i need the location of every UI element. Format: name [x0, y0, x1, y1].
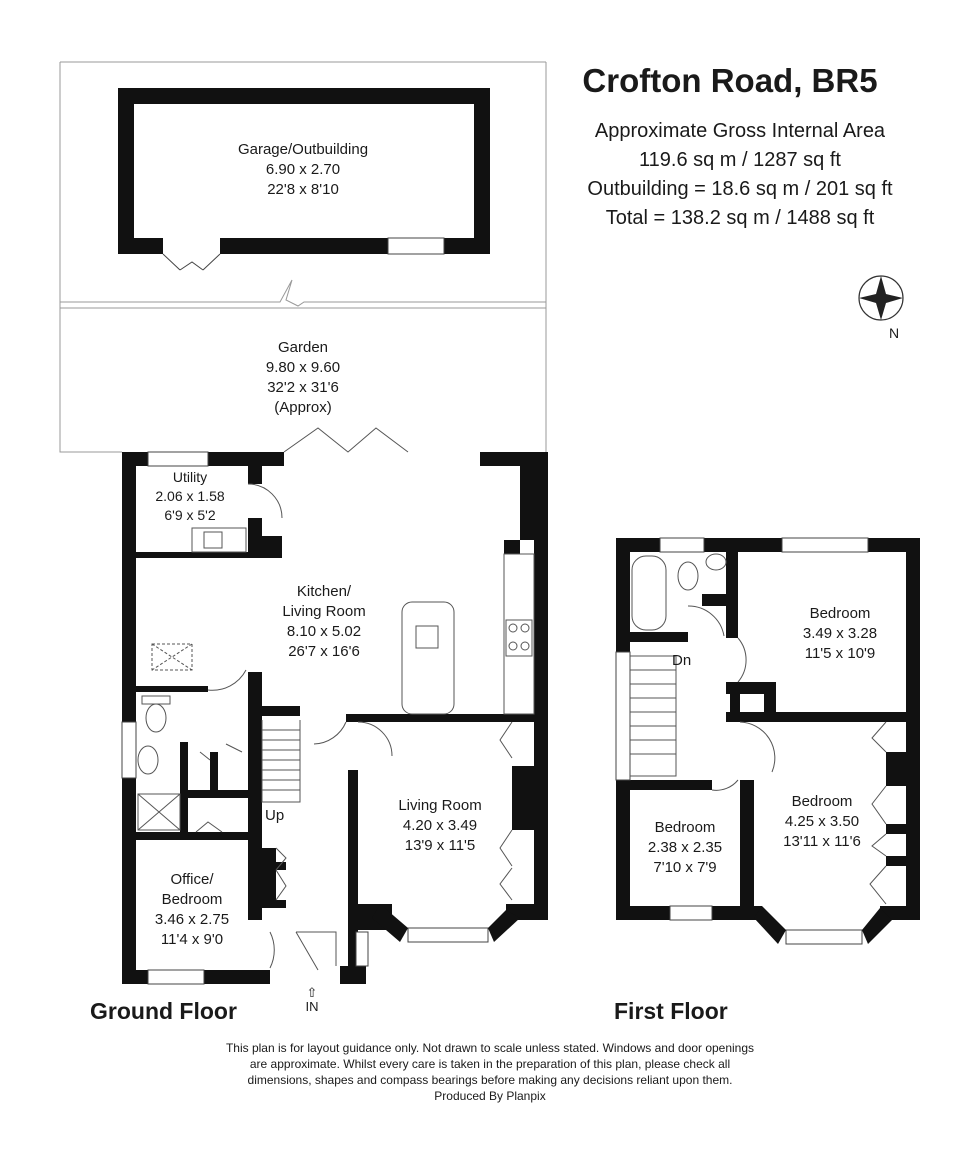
room-imperial: 32'2 x 31'6 [267, 379, 339, 396]
stairs-up-label: Up [265, 807, 285, 824]
disclaimer-line: dimensions, shapes and compass bearings before making any decisions reliant upon them. [247, 1073, 733, 1087]
room-living [380, 796, 500, 856]
room-office [137, 870, 247, 950]
garage-doors [163, 254, 220, 270]
disclaimer-line: are approximate. Whilst every care is taken in the preparation of this plan, please check all [249, 1057, 731, 1071]
room-name: Bedroom [809, 605, 871, 622]
room-metric: 6.90 x 2.70 [265, 161, 341, 178]
room-name: Office/ [170, 871, 214, 888]
room-note: (Approx) [274, 399, 332, 416]
room-garden [213, 338, 393, 418]
area-line: Outbuilding = 18.6 sq m / 201 sq ft [587, 178, 893, 200]
entrance-label: IN [305, 999, 319, 1014]
ground-floor-label: Ground Floor [90, 998, 237, 1024]
room-metric: 3.49 x 3.28 [802, 625, 878, 642]
area-line: Total = 138.2 sq m / 1488 sq ft [605, 207, 875, 229]
disclaimer-line: This plan is for layout guidance only. Not drawn to scale unless stated. Windows and door openings [225, 1041, 755, 1055]
room-name: Bedroom [654, 819, 716, 836]
stairs-down-label: Dn [672, 652, 692, 669]
bay-left-first [754, 906, 786, 944]
room-name: Bedroom [791, 793, 853, 810]
room-metric: 9.80 x 9.60 [265, 359, 341, 376]
room-imperial: 11'4 x 9'0 [160, 931, 224, 948]
room-name-2: Bedroom [161, 891, 223, 908]
room-metric: 4.25 x 3.50 [784, 813, 860, 830]
room-garage [203, 140, 403, 200]
room-metric: 3.46 x 2.75 [154, 911, 230, 928]
area-line: 119.6 sq m / 1287 sq ft [639, 149, 841, 171]
room-imperial: 6'9 x 5'2 [164, 507, 216, 523]
compass-label: N [889, 325, 900, 341]
garage-window [388, 238, 444, 254]
area-summary [540, 117, 940, 233]
entrance-marker [302, 986, 322, 1014]
disclaimer-line: Produced By Planpix [434, 1089, 546, 1103]
room-kitchen [254, 582, 394, 662]
room-imperial: 11'5 x 10'9 [804, 645, 876, 662]
area-line: Approximate Gross Internal Area [594, 120, 886, 142]
room-name: Garden [277, 339, 329, 356]
room-metric: 4.20 x 3.49 [402, 817, 478, 834]
room-name: Living Room [398, 797, 482, 814]
room-name-2: Living Room [282, 603, 366, 620]
room-imperial: 26'7 x 16'6 [288, 643, 360, 660]
compass-icon [859, 276, 903, 320]
room-bedroom-2 [762, 792, 882, 852]
room-name: Utility [172, 469, 208, 485]
room-bedroom-3 [630, 818, 740, 878]
property-title: Crofton Road, BR5 [582, 62, 878, 99]
bifold-door [284, 428, 408, 452]
room-metric: 2.06 x 1.58 [155, 488, 225, 504]
room-imperial: 7'10 x 7'9 [653, 859, 717, 876]
room-name: Garage/Outbuilding [237, 141, 369, 158]
room-metric: 8.10 x 5.02 [286, 623, 362, 640]
first-floor-label: First Floor [614, 998, 728, 1024]
disclaimer [120, 1040, 860, 1104]
room-name: Kitchen/ [296, 583, 352, 600]
room-imperial: 22'8 x 8'10 [267, 181, 339, 198]
up-arrow-icon: ⇧ [306, 985, 318, 1000]
room-imperial: 13'11 x 11'6 [783, 833, 861, 850]
room-bedroom-1 [780, 604, 900, 664]
room-imperial: 13'9 x 11'5 [404, 837, 476, 854]
room-utility [140, 468, 240, 525]
room-metric: 2.38 x 2.35 [647, 839, 723, 856]
